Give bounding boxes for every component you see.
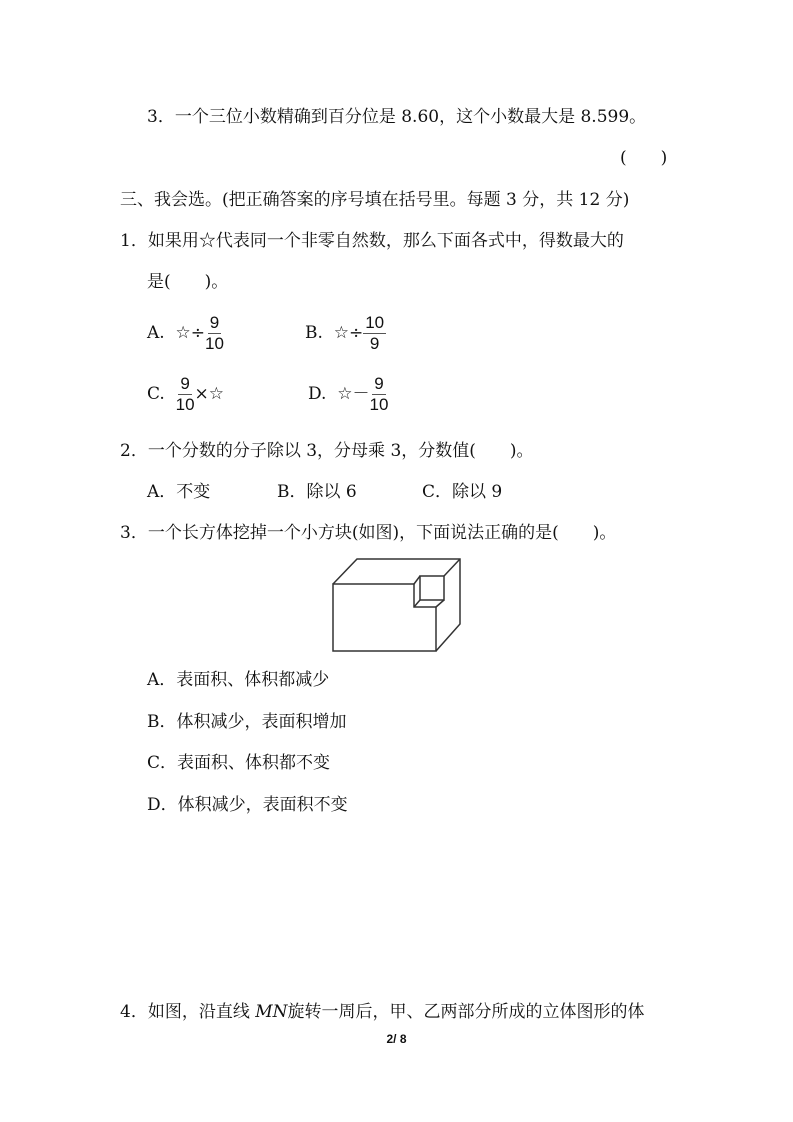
q3-option-d: D．体积减少，表面积不变 (147, 795, 348, 815)
option-expr: ☆÷ (333, 323, 364, 343)
option-expr: ☆－ (337, 384, 370, 404)
q3-option-c: C．表面积、体积都不变 (147, 753, 331, 773)
q3-option-a: A．表面积、体积都减少 (147, 670, 330, 690)
option-label: C. (147, 384, 165, 404)
question-prev-3: 3．一个三位小数精确到百分位是 8.60，这个小数最大是 8.599。 (147, 107, 647, 127)
section-heading: 三、我会选。(把正确答案的序号填在括号里。每题 3 分，共 12 分) (120, 190, 630, 210)
fraction: $\frac{9}{10}$ (175, 374, 195, 414)
fraction: $\frac{10}{9}$ (365, 313, 385, 353)
q4-text: 4．如图，沿直线 MN旋转一周后，甲、乙两部分所成的立体图形的体 (120, 1002, 645, 1022)
option-expr: ×☆ (194, 384, 225, 404)
fraction: $\frac{9}{10}$ (204, 313, 224, 353)
q1-line2: 是( )。 (147, 272, 229, 292)
q2-option-a: A．不变 (147, 482, 211, 502)
answer-blank: ( ) (620, 148, 668, 168)
fraction: $\frac{9}{10}$ (369, 374, 389, 414)
option-expr: ☆÷ (175, 323, 205, 343)
q2-option-c: C．除以 9 (422, 482, 503, 502)
q2-text: 2．一个分数的分子除以 3，分母乘 3，分数值( )。 (120, 441, 534, 461)
q1-line1: 1．如果用☆代表同一个非零自然数，那么下面各式中，得数最大的 (120, 231, 624, 251)
option-label: D. (308, 384, 327, 404)
q3-text: 3．一个长方体挖掉一个小方块(如图)，下面说法正确的是( )。 (120, 523, 617, 543)
line-label: MN (255, 1002, 288, 1022)
option-label: A. (147, 323, 165, 343)
option-label: B. (305, 323, 323, 343)
q2-option-b: B．除以 6 (277, 482, 357, 502)
q3-option-b: B．体积减少，表面积增加 (147, 712, 347, 732)
page-number: 2/ 8 (386, 1032, 407, 1046)
